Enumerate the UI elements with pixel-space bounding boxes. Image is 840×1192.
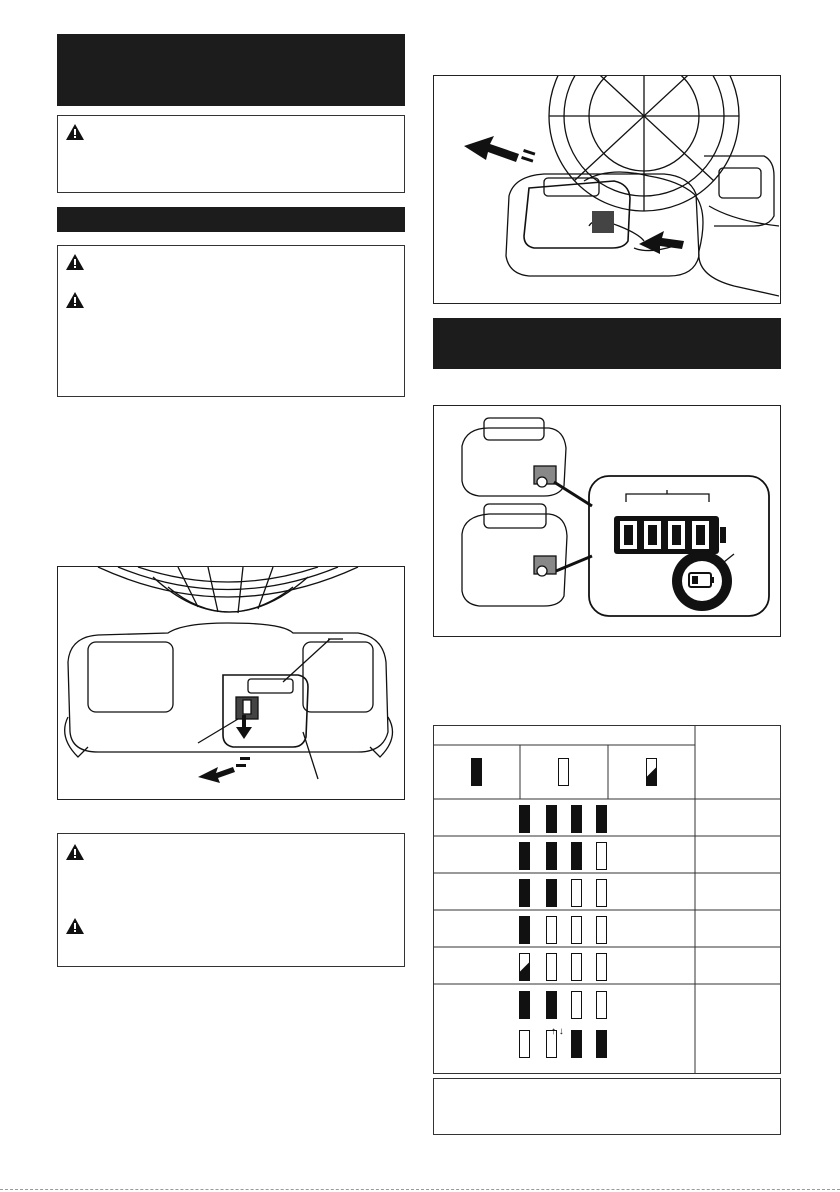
indicator-segment: [546, 991, 557, 1019]
indicator-segment: [596, 842, 607, 870]
indicator-segment: [519, 842, 530, 870]
figure-battery-removal: [57, 566, 405, 800]
indicator-segment: [519, 1030, 530, 1058]
indicator-segment: [571, 953, 582, 981]
indicator-segment: [546, 916, 557, 944]
section-header-left: [57, 34, 405, 106]
note-box: [433, 1078, 781, 1135]
indicator-segment: [546, 842, 557, 870]
section-header-right: [433, 318, 781, 369]
indicator-segment: [519, 953, 530, 981]
indicator-segment: [571, 805, 582, 833]
legend-segment-off: [558, 758, 569, 786]
indicator-segment: [519, 916, 530, 944]
warning-icon: [66, 124, 84, 140]
battery-removal-illustration: [58, 567, 403, 798]
figure-battery-install: [433, 75, 781, 304]
table-grid: [433, 725, 781, 1074]
warning-icon: [66, 292, 84, 308]
warning-box-1: [57, 115, 405, 193]
warning-box-3: [57, 833, 405, 967]
section-bar-left: [57, 207, 405, 232]
indicator-segment: [596, 879, 607, 907]
warning-icon: [66, 254, 84, 270]
indicator-segment: [596, 916, 607, 944]
indicator-segment: [596, 991, 607, 1019]
legend-segment-on: [471, 758, 482, 786]
battery-install-illustration: [434, 76, 779, 302]
page-bottom-rule: [0, 1189, 840, 1190]
warning-box-2: [57, 245, 405, 397]
indicator-segment: [519, 991, 530, 1019]
warning-icon: [66, 844, 84, 860]
indicator-segment: [571, 842, 582, 870]
indicator-segment: [571, 1030, 582, 1058]
indicator-segment: [571, 916, 582, 944]
figure-battery-indicator: [433, 405, 781, 637]
indicator-segment: [596, 1030, 607, 1058]
indicator-segment: [519, 805, 530, 833]
indicator-segment: [571, 879, 582, 907]
indicator-segment: [596, 953, 607, 981]
battery-indicator-illustration: [434, 406, 779, 635]
alternate-arrows: ↑ ↓: [551, 1026, 564, 1037]
indicator-segment: [519, 879, 530, 907]
warning-icon: [66, 918, 84, 934]
indicator-segment: [571, 991, 582, 1019]
indicator-segment: [546, 953, 557, 981]
indicator-segment: [546, 879, 557, 907]
legend-segment-half: [646, 758, 657, 786]
indicator-segment: [546, 805, 557, 833]
indicator-table: [433, 725, 781, 1074]
indicator-segment: [596, 805, 607, 833]
